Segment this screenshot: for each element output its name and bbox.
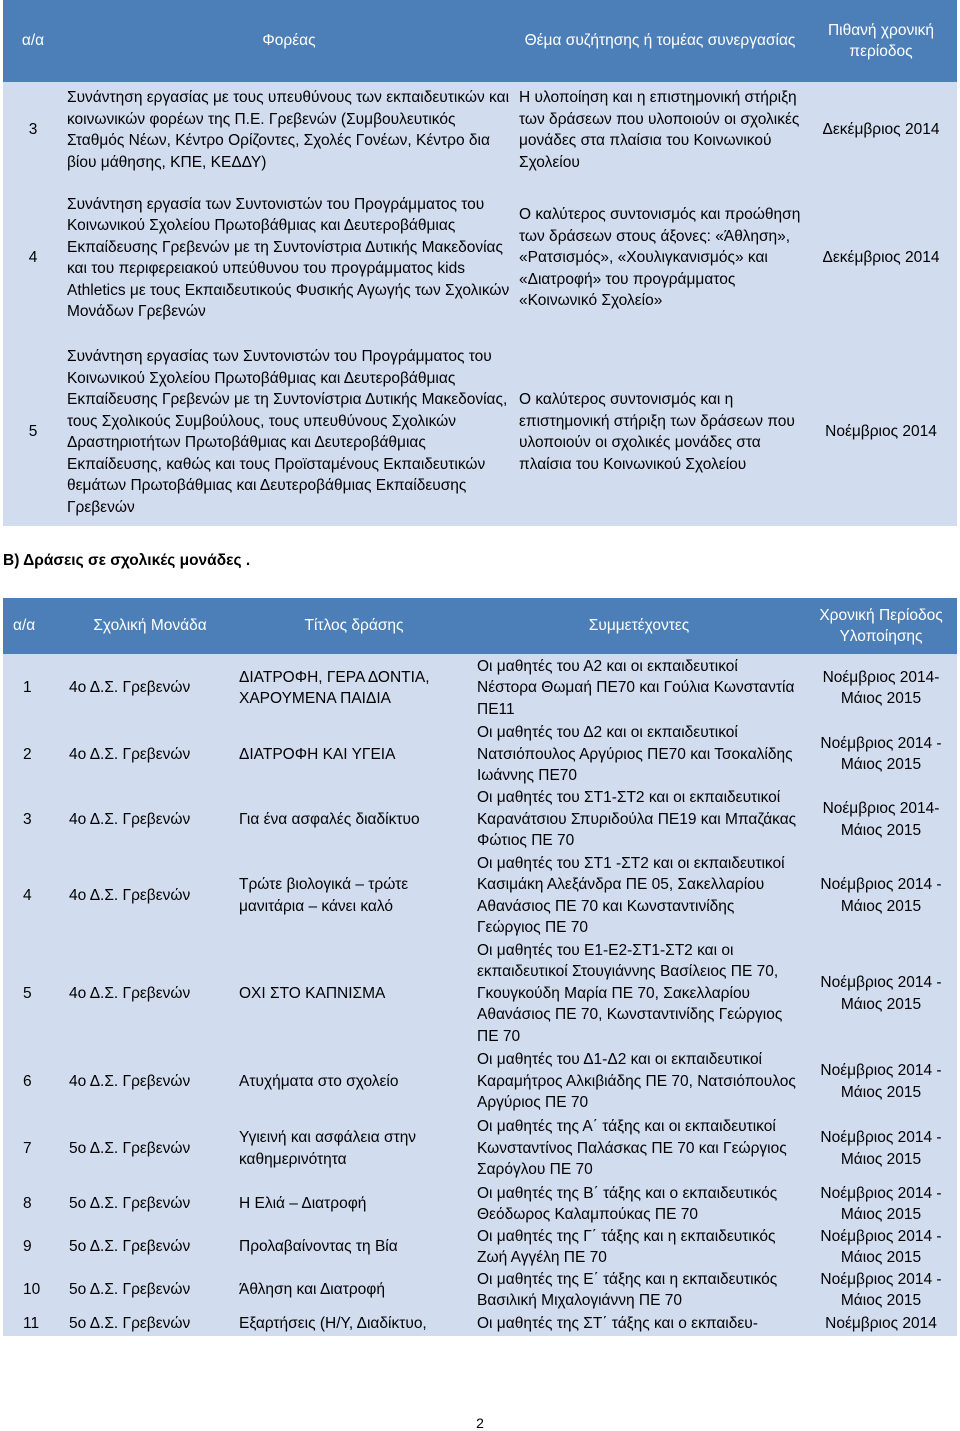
row-school: 5ο Δ.Σ. Γρεβενών [65, 1226, 235, 1269]
header-title: Τίτλος δράσης [235, 598, 473, 654]
table-row [3, 1269, 957, 1312]
row-school: 5ο Δ.Σ. Γρεβενών [65, 1183, 235, 1226]
row-num: 9 [3, 1226, 65, 1269]
row-num: 4 [3, 178, 63, 338]
row-participants: Οι μαθητές της Ε΄ τάξης και η εκπαιδευτικός Βασιλική Μιχαλογιάννη ΠΕ 70 [473, 1269, 805, 1312]
row-period: Δεκέμβριος 2014 [805, 178, 957, 338]
row-participants: Οι μαθητές του Α2 και οι εκπαιδευτικοί Νέστορα Θωμαή ΠΕ70 και Γούλια Κωνσταντία ΠΕ11 [473, 654, 805, 722]
table-row [3, 654, 957, 722]
row-title: Ατυχήματα στο σχολείο [235, 1049, 473, 1115]
row-period: Νοέμβριος 2014- Μάιος 2015 [805, 787, 957, 853]
row-title: Προλαβαίνοντας τη Βία [235, 1226, 473, 1269]
row-period: Δεκέμβριος 2014 [805, 82, 957, 178]
table-row [3, 1183, 957, 1226]
row-body: Συνάντηση εργασίας με τους υπευθύνους των εκπαιδευτικών και κοινωνικών φορέων της Π.Ε. Γρεβενών (Συμβουλευτικός Σταθμός Νέων, Κέντρο Ορίζοντες, Σχολές Γονέων, Κέντρο δια βίου μάθησης, ΚΠΕ, ΚΕΔΔΥ) [63, 82, 515, 178]
header-participants: Συμμετέχοντες [473, 598, 805, 654]
row-num: 3 [3, 82, 63, 178]
row-participants: Οι μαθητές της Α΄ τάξης και οι εκπαιδευτικοί Κωνσταντίνος Παλάσκας ΠΕ 70 και Γεώργιος Σαρόγλου ΠΕ 70 [473, 1115, 805, 1183]
row-title: Άθληση και Διατροφή [235, 1269, 473, 1312]
table-header-row [3, 598, 957, 654]
row-participants: Οι μαθητές της Β΄ τάξης και ο εκπαιδευτικός Θεόδωρος Καλαμπούκας ΠΕ 70 [473, 1183, 805, 1226]
row-participants: Οι μαθητές του Ε1-Ε2-ΣΤ1-ΣΤ2 και οι εκπαιδευτικοί Στουγιάννης Βασίλειος ΠΕ 70, Γκουγκούδη Μαρία ΠΕ 70, Σακελλαρίου Αθανάσιος ΠΕ 70, Κωνσταντινίδης Γεώργιος ΠΕ 70 [473, 939, 805, 1049]
table-row [3, 1049, 957, 1115]
row-num: 6 [3, 1049, 65, 1115]
row-school: 4ο Δ.Σ. Γρεβενών [65, 853, 235, 939]
table-row [3, 939, 957, 1049]
row-num: 5 [3, 338, 63, 526]
row-participants: Οι μαθητές του ΣΤ1-ΣΤ2 και οι εκπαιδευτικοί Καρανάτσιου Σπυριδούλα ΠΕ19 και Μπαζάκας Φώτιος ΠΕ 70 [473, 787, 805, 853]
row-period: Νοέμβριος 2014 - Μάιος 2015 [805, 1269, 957, 1312]
row-period: Νοέμβριος 2014 - Μάιος 2015 [805, 939, 957, 1049]
row-school: 4ο Δ.Σ. Γρεβενών [65, 1049, 235, 1115]
coordination-meetings-table [3, 0, 957, 526]
school-actions-table [3, 598, 957, 1336]
row-num: 5 [3, 939, 65, 1049]
row-participants: Οι μαθητές της Γ΄ τάξης και η εκπαιδευτικός Ζωή Αγγέλη ΠΕ 70 [473, 1226, 805, 1269]
row-participants: Οι μαθητές της ΣΤ΄ τάξης και ο εκπαιδευ- [473, 1312, 805, 1336]
table-row [3, 1115, 957, 1183]
row-num: 11 [3, 1312, 65, 1336]
header-period: Χρονική Περίοδος Υλοποίησης [805, 598, 957, 654]
section-heading: Β) Δράσεις σε σχολικές μονάδες . [3, 552, 251, 569]
row-num: 2 [3, 722, 65, 787]
row-period: Νοέμβριος 2014 - Μάιος 2015 [805, 1226, 957, 1269]
table-row [3, 787, 957, 853]
row-topic: Ο καλύτερος συντονισμός και η επιστημονική στήριξη των δράσεων που υλοποιούν οι σχολικές μονάδες στα πλαίσια του Κοινωνικού Σχολείου [515, 338, 805, 526]
header-topic: Θέμα συζήτησης ή τομέας συνεργασίας [515, 0, 805, 82]
table-row [3, 178, 957, 338]
table-row [3, 722, 957, 787]
row-period: Νοέμβριος 2014- Μάιος 2015 [805, 654, 957, 722]
row-school: 5ο Δ.Σ. Γρεβενών [65, 1115, 235, 1183]
row-period: Νοέμβριος 2014 - Μάιος 2015 [805, 1183, 957, 1226]
page-number: 2 [476, 1415, 484, 1431]
row-title: ΟΧΙ ΣΤΟ ΚΑΠΝΙΣΜΑ [235, 939, 473, 1049]
table-row [3, 853, 957, 939]
row-period: Νοέμβριος 2014 [805, 1312, 957, 1336]
table-header-row [3, 0, 957, 82]
row-school: 4ο Δ.Σ. Γρεβενών [65, 654, 235, 722]
row-num: 1 [3, 654, 65, 722]
row-body: Συνάντηση εργασία των Συντονιστών του Προγράμματος του Κοινωνικού Σχολείου Πρωτοβάθμιας και Δευτεροβάθμιας Εκπαίδευσης Γρεβενών με τη Συντονίστρια Δυτικής Μακεδονίας και του περιφερειακού υπεύθυνου του προγράμματος kids Athletics με τους Εκπαιδευτικούς Φυσικής Αγωγής των Σχολικών Μονάδων Γρεβενών [63, 178, 515, 338]
row-num: 7 [3, 1115, 65, 1183]
header-school: Σχολική Μονάδα [65, 598, 235, 654]
header-body: Φορέας [63, 0, 515, 82]
row-school: 5ο Δ.Σ. Γρεβενών [65, 1312, 235, 1336]
row-school: 4ο Δ.Σ. Γρεβενών [65, 722, 235, 787]
row-period: Νοέμβριος 2014 - Μάιος 2015 [805, 722, 957, 787]
row-school: 4ο Δ.Σ. Γρεβενών [65, 939, 235, 1049]
table-row [3, 1226, 957, 1269]
row-participants: Οι μαθητές του Δ1-Δ2 και οι εκπαιδευτικοί Καραμήτρος Αλκιβιάδης ΠΕ 70, Νατσιόπουλος Αργύριος ΠΕ 70 [473, 1049, 805, 1115]
row-title: Τρώτε βιολογικά – τρώτε μανιτάρια – κάνει καλό [235, 853, 473, 939]
header-num: α/α [3, 598, 65, 654]
table-row [3, 1312, 957, 1336]
row-title: ΔΙΑΤΡΟΦΗ ΚΑΙ ΥΓΕΙΑ [235, 722, 473, 787]
row-title: Η Ελιά – Διατροφή [235, 1183, 473, 1226]
row-participants: Οι μαθητές του ΣΤ1 -ΣΤ2 και οι εκπαιδευτικοί Κασιμάκη Αλεξάνδρα ΠΕ 05, Σακελλαρίου Αθανάσιος ΠΕ 70 και Κωνσταντινίδης Γεώργιος ΠΕ 70 [473, 853, 805, 939]
header-num: α/α [3, 0, 63, 82]
row-school: 4ο Δ.Σ. Γρεβενών [65, 787, 235, 853]
row-title: ΔΙΑΤΡΟΦΗ, ΓΕΡΑ ΔΟΝΤΙΑ, ΧΑΡΟΥΜΕΝΑ ΠΑΙΔΙΑ [235, 654, 473, 722]
row-topic: Η υλοποίηση και η επιστημονική στήριξη των δράσεων που υλοποιούν οι σχολικές μονάδες στα πλαίσια του Κοινωνικού Σχολείου [515, 82, 805, 178]
row-period: Νοέμβριος 2014 - Μάιος 2015 [805, 1115, 957, 1183]
row-period: Νοέμβριος 2014 [805, 338, 957, 526]
header-period: Πιθανή χρονική περίοδος [805, 0, 957, 82]
row-school: 5ο Δ.Σ. Γρεβενών [65, 1269, 235, 1312]
row-topic: Ο καλύτερος συντονισμός και προώθηση των δράσεων στους άξονες: «Άθληση», «Ρατσισμός», «Χουλιγκανισμός» και «Διατροφή» του προγράμματος «Κοινωνικό Σχολείο» [515, 178, 805, 338]
row-num: 8 [3, 1183, 65, 1226]
row-title: Υγιεινή και ασφάλεια στην καθημερινότητα [235, 1115, 473, 1183]
row-num: 3 [3, 787, 65, 853]
row-period: Νοέμβριος 2014 - Μάιος 2015 [805, 853, 957, 939]
table-row [3, 82, 957, 178]
row-title: Για ένα ασφαλές διαδίκτυο [235, 787, 473, 853]
row-body: Συνάντηση εργασίας των Συντονιστών του Προγράμματος του Κοινωνικού Σχολείου Πρωτοβάθμιας και Δευτεροβάθμιας Εκπαίδευσης Γρεβενών με τη Συντονίστρια Δυτικής Μακεδονίας, τους Σχολικούς Συμβούλους, τους υπευθύνους Σχολικών Δραστηριοτήτων Πρωτοβάθμιας και Δευτεροβάθμιας Εκπαίδευσης, καθώς και τους Προϊσταμένους Εκπαιδευτικών θεμάτων Πρωτοβάθμιας και Δευτεροβάθμιας Εκπαίδευσης Γρεβενών [63, 338, 515, 526]
row-title: Εξαρτήσεις (Η/Υ, Διαδίκτυο, [235, 1312, 473, 1336]
row-num: 4 [3, 853, 65, 939]
row-num: 10 [3, 1269, 65, 1312]
row-participants: Οι μαθητές του Δ2 και οι εκπαιδευτικοί Νατσιόπουλος Αργύριος ΠΕ70 και Τσοκαλίδης Ιωάννης ΠΕ70 [473, 722, 805, 787]
table-row [3, 338, 957, 526]
row-period: Νοέμβριος 2014 - Μάιος 2015 [805, 1049, 957, 1115]
